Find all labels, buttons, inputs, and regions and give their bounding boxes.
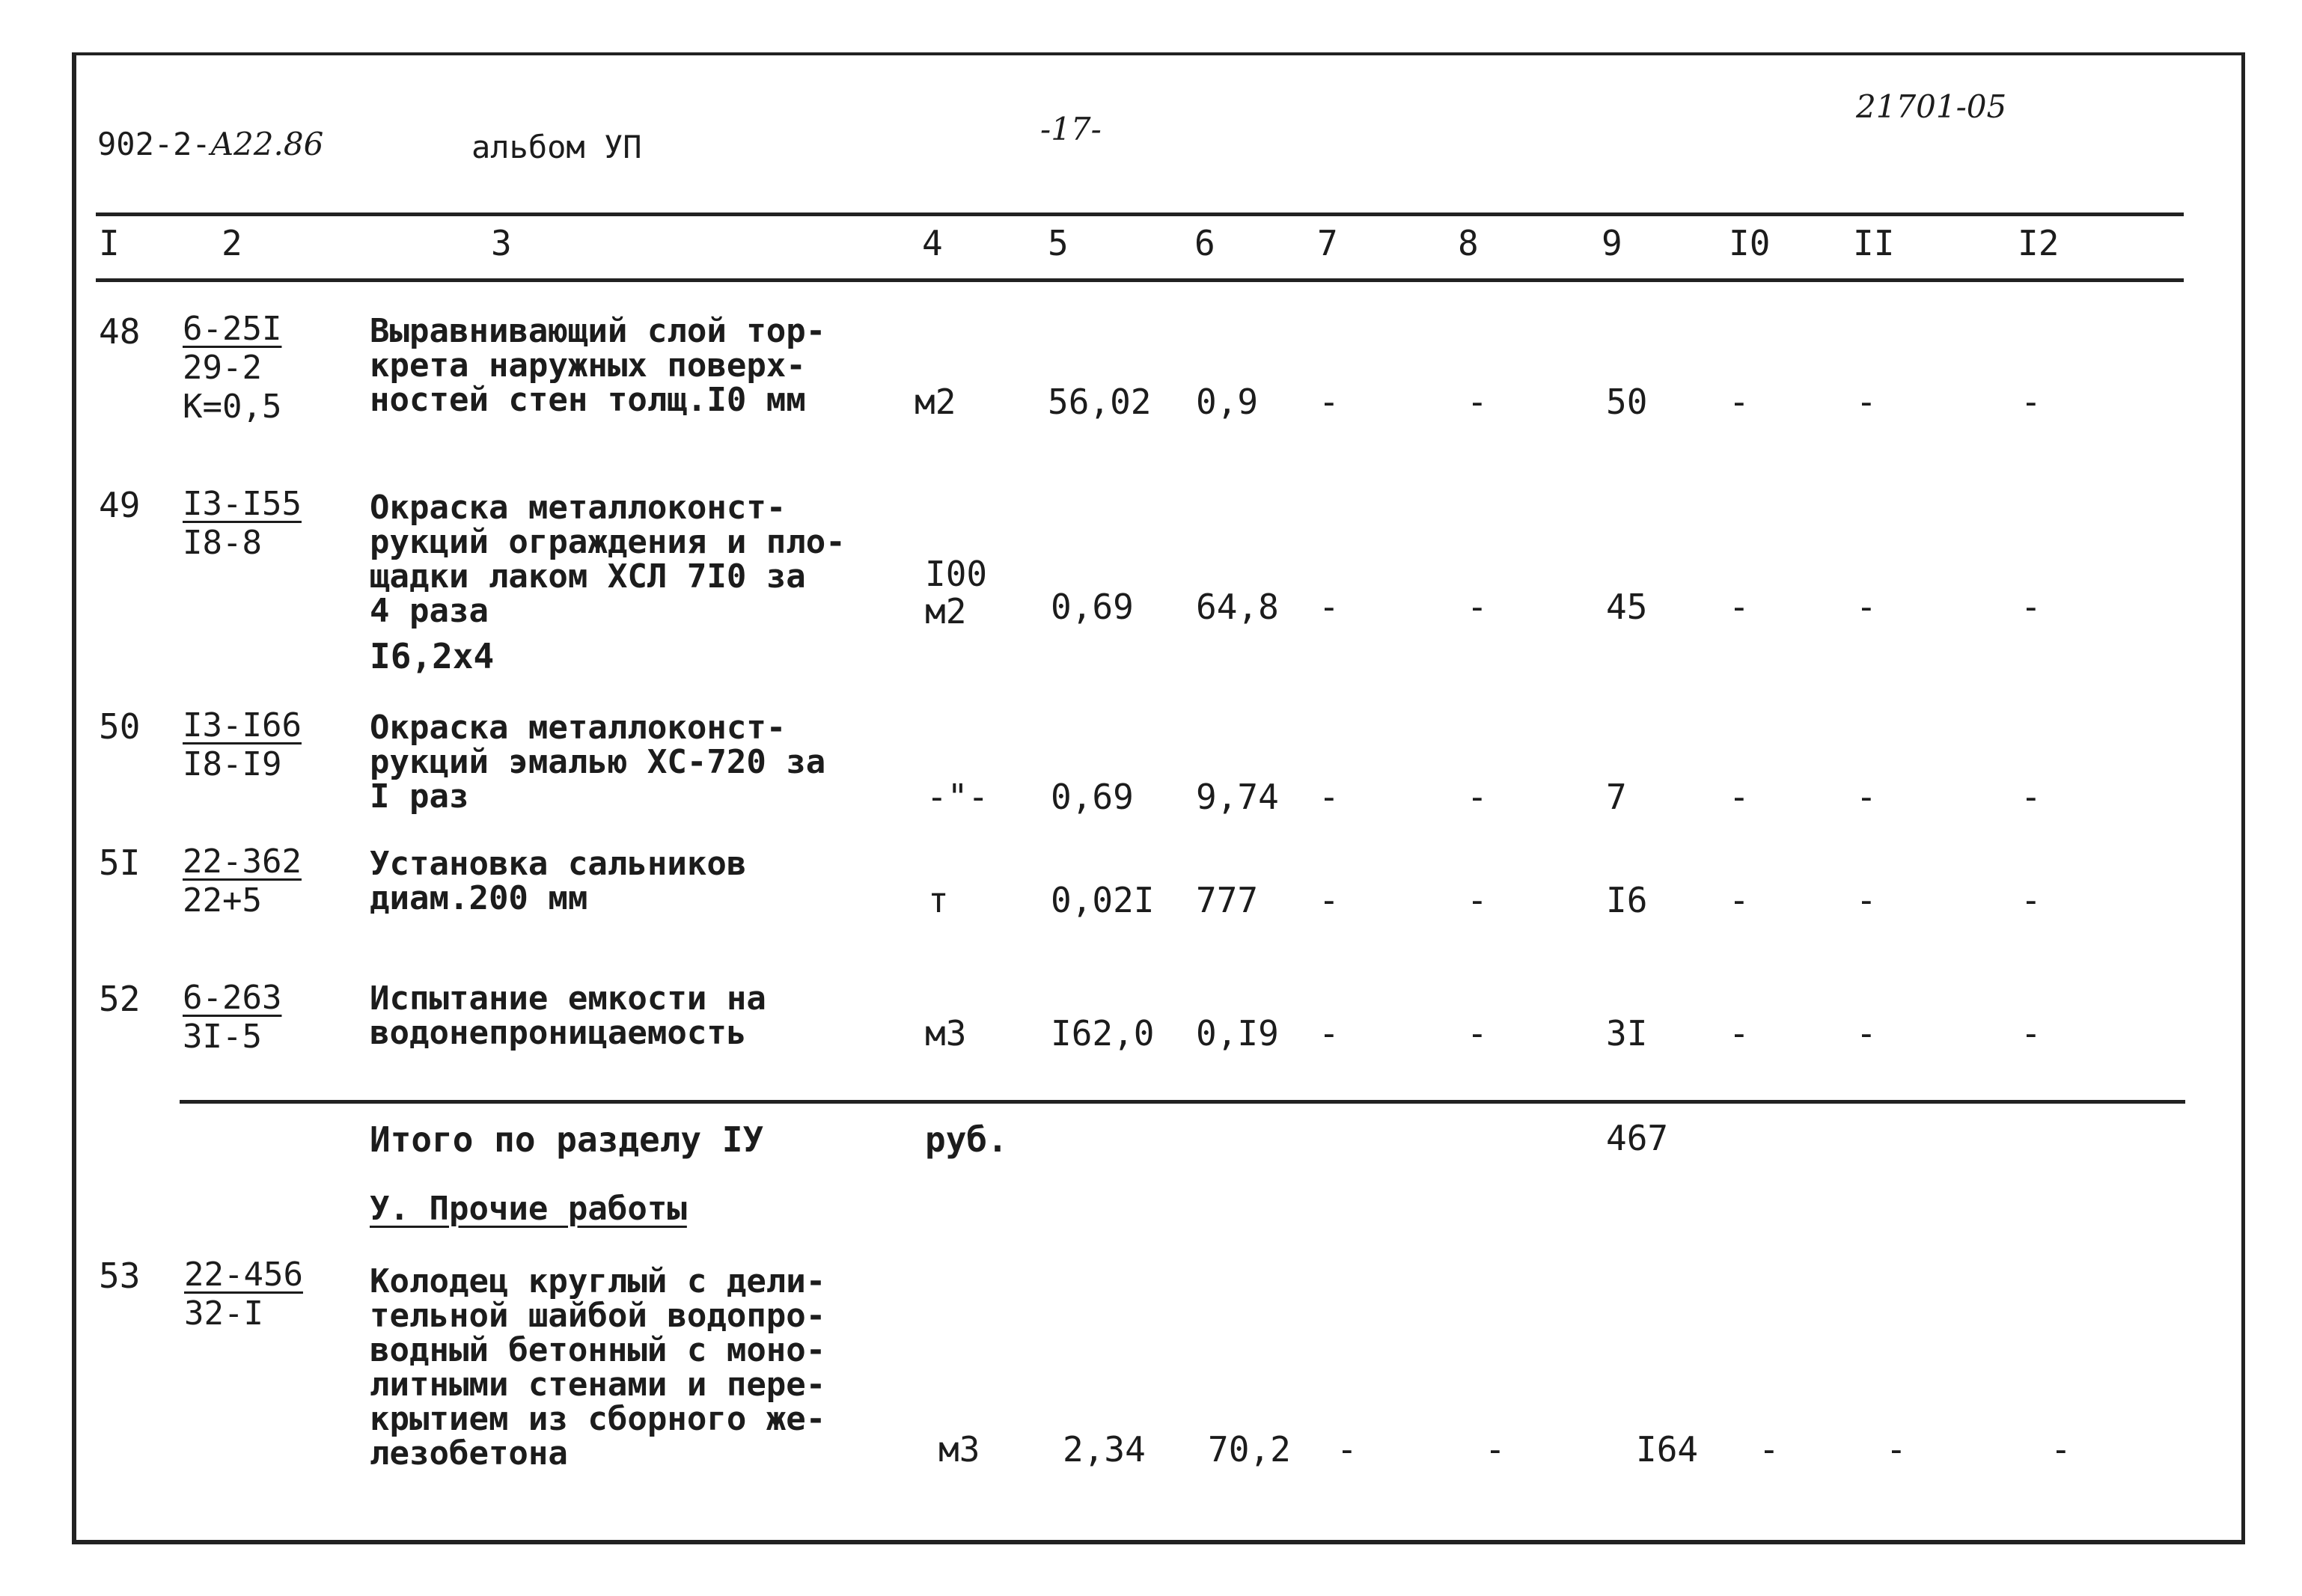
norm-code — [183, 706, 302, 784]
col7-value: - — [1319, 880, 1340, 920]
header-top-rule — [96, 213, 2184, 216]
quantity: 2,34 — [1063, 1429, 1146, 1470]
col11-value: - — [1856, 1013, 1877, 1054]
unit: I00 м2 — [925, 554, 988, 632]
section-heading: У. Прочие работы — [370, 1190, 687, 1228]
col11-value: - — [1856, 587, 1877, 627]
col7-value: - — [1337, 1429, 1358, 1470]
column-number: 4 — [922, 223, 943, 263]
quantity: 56,02 — [1048, 382, 1152, 422]
col12-value: - — [2021, 587, 2042, 627]
work-description: Окраска металлоконст- рукций ограждения и пло- щадки лаком ХСЛ 7I0 за 4 раза — [370, 489, 846, 630]
col12-value: - — [2021, 1013, 2042, 1054]
unit-price: 0,I9 — [1196, 1013, 1279, 1054]
norm-code-main: 22-362 — [183, 843, 302, 881]
row-number: 50 — [99, 706, 141, 747]
norm-code — [183, 979, 281, 1057]
column-number: 3 — [491, 223, 512, 263]
col7-value: - — [1319, 1013, 1340, 1054]
norm-code-ref: 22+5 — [183, 881, 262, 920]
col7-value: - — [1319, 382, 1340, 422]
subtotal-unit: руб. — [925, 1119, 1008, 1160]
work-description: Окраска металлоконст- рукций эмалью ХС-720 за I раз — [370, 709, 826, 816]
row-number: 49 — [99, 485, 141, 525]
col10-value: - — [1729, 1013, 1750, 1054]
subtotal-rule — [180, 1100, 2185, 1104]
col10-value: - — [1729, 777, 1750, 817]
col11-value: - — [1856, 382, 1877, 422]
column-number: I2 — [2018, 223, 2060, 263]
unit-price: 777 — [1196, 880, 1259, 920]
quantity: 0,69 — [1051, 587, 1134, 627]
col8-value: - — [1467, 1013, 1488, 1054]
norm-code-main: I3-I55 — [183, 485, 302, 523]
quantity: 0,02I — [1051, 880, 1155, 920]
unit: м3 — [925, 1013, 967, 1054]
col10-value: - — [1729, 880, 1750, 920]
cost-value: 45 — [1606, 587, 1648, 627]
quantity: 0,69 — [1051, 777, 1134, 817]
row-number: 48 — [99, 311, 141, 352]
unit-price: 9,74 — [1196, 777, 1279, 817]
col8-value: - — [1467, 382, 1488, 422]
col11-value: - — [1856, 777, 1877, 817]
cost-value: 50 — [1606, 382, 1648, 422]
norm-code-ref: I8-8 — [183, 524, 262, 562]
row-number: 52 — [99, 979, 141, 1019]
col10-value: - — [1729, 382, 1750, 422]
unit: т — [928, 880, 949, 920]
col11-value: - — [1856, 880, 1877, 920]
col8-value: - — [1467, 777, 1488, 817]
unit-price: 64,8 — [1196, 587, 1279, 627]
norm-code-main: 6-25I — [183, 310, 282, 348]
norm-code-main: 22-456 — [184, 1256, 303, 1294]
col12-value: - — [2051, 1429, 2072, 1470]
subtotal-value: 467 — [1606, 1118, 1669, 1158]
norm-code-ref: 29-2 К=0,5 — [183, 349, 282, 426]
norm-code-main: I3-I66 — [183, 706, 302, 745]
unit: м2 — [915, 382, 956, 422]
cost-value: I64 — [1636, 1429, 1699, 1470]
norm-code — [183, 843, 302, 920]
cost-value: 3I — [1606, 1013, 1648, 1054]
subtotal-label: Итого по разделу IУ — [370, 1119, 764, 1160]
column-number: I0 — [1729, 223, 1771, 263]
work-description: Выравнивающий слой тор- крета наружных поверх- ностей стен толщ.I0 мм — [370, 312, 826, 419]
doc-code — [97, 126, 323, 162]
page-number: -17- — [1040, 111, 1102, 147]
unit-price: 70,2 — [1208, 1429, 1291, 1470]
work-description: Испытание емкости на водонепроницаемость — [370, 979, 766, 1052]
col8-value: - — [1485, 1429, 1506, 1470]
column-number: 8 — [1458, 223, 1479, 263]
unit: м3 — [938, 1429, 980, 1470]
column-number: I — [99, 223, 120, 263]
cost-value: 7 — [1606, 777, 1627, 817]
unit: -"- — [926, 777, 989, 817]
column-number: 6 — [1194, 223, 1215, 263]
norm-code — [183, 485, 302, 563]
album-label: альбом УП — [471, 129, 642, 165]
norm-code-main: 6-263 — [183, 979, 282, 1017]
norm-code — [183, 310, 281, 426]
doc-code-handwritten: A22.86 — [210, 126, 324, 162]
norm-code-ref: I8-I9 — [183, 745, 282, 783]
row-number: 5I — [99, 843, 141, 883]
norm-code — [184, 1256, 303, 1333]
cost-value: I6 — [1606, 880, 1648, 920]
column-number: 9 — [1602, 223, 1622, 263]
column-number: 5 — [1048, 223, 1069, 263]
column-number: 7 — [1317, 223, 1338, 263]
column-number: 2 — [222, 223, 242, 263]
column-number: II — [1853, 223, 1895, 263]
inventory-number: 21701-05 — [1856, 88, 2007, 125]
col12-value: - — [2021, 777, 2042, 817]
col8-value: - — [1467, 587, 1488, 627]
col8-value: - — [1467, 880, 1488, 920]
doc-code-printed: 902-2- — [97, 126, 211, 162]
col11-value: - — [1886, 1429, 1907, 1470]
col10-value: - — [1729, 587, 1750, 627]
norm-code-ref: 3I-5 — [183, 1018, 262, 1056]
work-description: Установка сальников диам.200 мм — [370, 845, 747, 917]
unit-price: 0,9 — [1196, 382, 1259, 422]
header-bottom-rule — [96, 278, 2184, 282]
quantity: I62,0 — [1051, 1013, 1155, 1054]
col12-value: - — [2021, 382, 2042, 422]
col7-value: - — [1319, 587, 1340, 627]
col10-value: - — [1759, 1429, 1780, 1470]
col7-value: - — [1319, 777, 1340, 817]
norm-code-ref: 32-I — [184, 1294, 263, 1333]
work-calc-note: I6,2х4 — [370, 636, 495, 676]
col12-value: - — [2021, 880, 2042, 920]
work-description: Колодец круглый с дели- тельной шайбой водопро- водный бетонный с моно- литными стенами и пере- крытием из сборного же- лезобетона — [370, 1262, 826, 1473]
row-number: 53 — [99, 1256, 141, 1296]
